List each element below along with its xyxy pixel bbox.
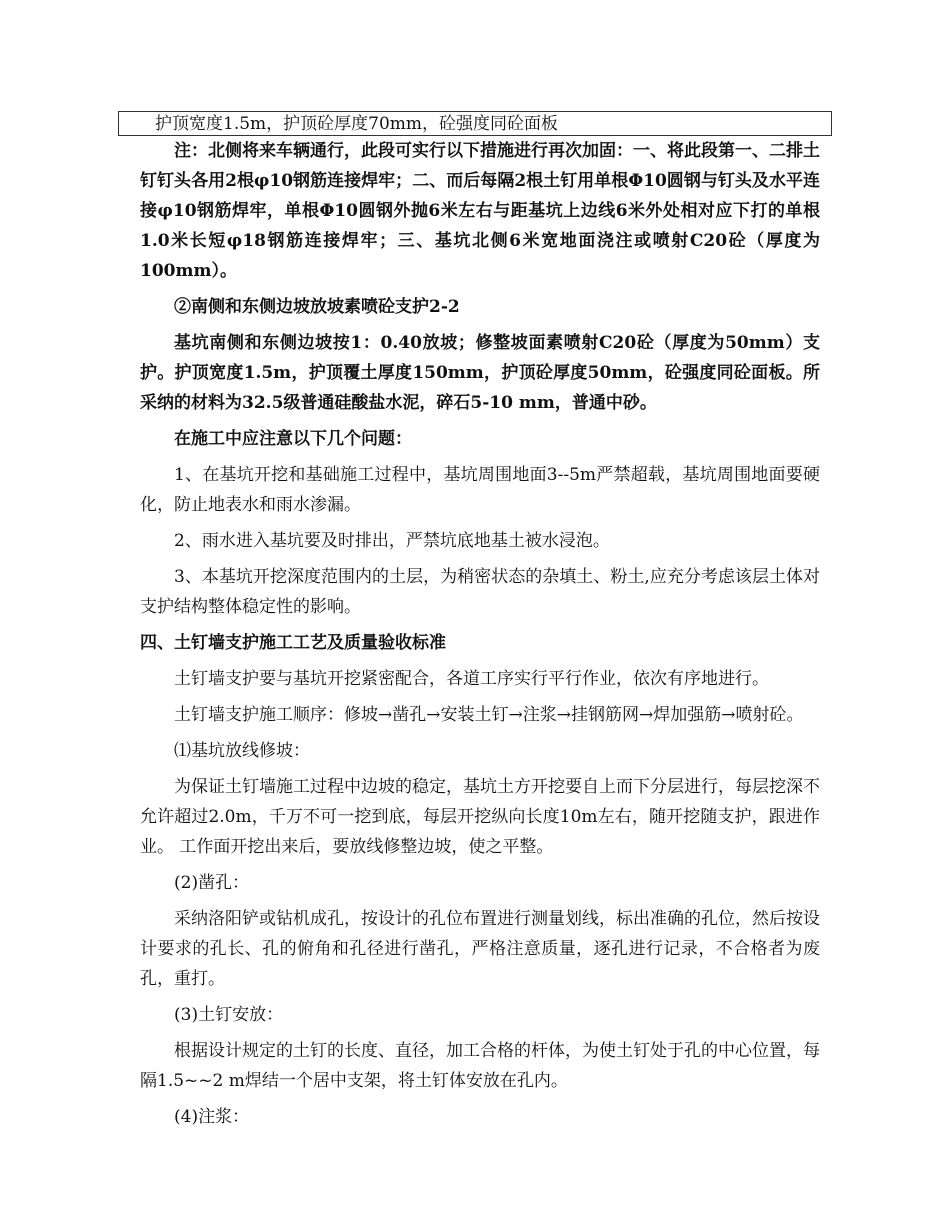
south-east-paragraph: 基坑南侧和东侧边坡按1：0.40放坡；修整坡面素喷射C20砼（厚度为50mm）支护。护顶宽度1.5m，护顶覆土厚度150mm，护顶砼厚度50mm，砼强度同砼面板。所采纳的材料为32.5级普通硅酸盐水泥，碎石5-10 mm，普通中砂。	[140, 333, 820, 413]
note-paragraph: 注：北侧将来车辆通行，此段可实行以下措施进行再次加固：一、将此段第一、二排土钉钉头各用2根φ10钢筋连接焊牢；二、而后每隔2根土钉用单根Φ10圆钢与钉头及水平连接φ10钢筋焊牢，单根Φ10圆钢外抛6米左右与距基坑上边线6米外处相对应下打的单根1.0米长短φ18钢筋连接焊牢；三、基坑北侧6米宽地面浇注或喷射C20砼（厚度为100mm）。	[140, 141, 820, 281]
table-row	[118, 111, 832, 136]
paragraph: 为保证土钉墙施工过程中边坡的稳定，基坑土方开挖要自上而下分层进行，每层挖深不允许超过2.0m，千万不可一挖到底，每层开挖纵向长度10m左右，随开挖随支护，跟进作业。 工作面开挖出来后，要放线修整边坡，使之平整。	[140, 777, 820, 857]
paragraph: 根据设计规定的土钉的长度、直径，加工合格的杆体，为使土钉处于孔的中心位置，每隔1.5~~2 m焊结一个居中支架，将土钉体安放在孔内。	[140, 1041, 820, 1091]
step-title: ⑴基坑放线修坡：	[174, 741, 310, 761]
section-heading: 四、土钉墙支护施工工艺及质量验收标准	[140, 633, 446, 653]
attention-heading: 在施工中应注意以下几个问题：	[174, 429, 412, 449]
step-title: (2)凿孔：	[174, 873, 250, 893]
paragraph: 采纳洛阳铲或钻机成孔，按设计的孔位布置进行测量划线，标出准确的孔位，然后按设计要求的孔长、孔的俯角和孔径进行凿孔，严格注意质量，逐孔进行记录，不合格者为废孔，重打。	[140, 909, 820, 989]
step-title: (3)土钉安放：	[174, 1005, 284, 1025]
list-item: 3、本基坑开挖深度范围内的土层，为稍密状态的杂填土、粉土,应充分考虑该层土体对支护结构整体稳定性的影响。	[140, 567, 820, 617]
paragraph: 土钉墙支护施工顺序：修坡→凿孔→安装土钉→注浆→挂钢筋网→焊加强筋→喷射砼。	[174, 705, 804, 725]
section-title: ②南侧和东侧边坡放坡素喷砼支护2-2	[174, 297, 460, 317]
paragraph: 土钉墙支护要与基坑开挖紧密配合，各道工序实行平行作业，依次有序地进行。	[174, 669, 769, 689]
list-item: 1、在基坑开挖和基础施工过程中，基坑周围地面3--5m严禁超载，基坑周围地面要硬化，防止地表水和雨水渗漏。	[140, 465, 820, 515]
list-item: 2、雨水进入基坑要及时排出，严禁坑底地基土被水浸泡。	[174, 531, 610, 551]
document-body	[140, 136, 820, 1138]
step-title: (4)注浆：	[174, 1107, 250, 1127]
table-cell: 护顶宽度1.5m，护顶砼厚度70mm，砼强度同砼面板	[155, 114, 559, 134]
